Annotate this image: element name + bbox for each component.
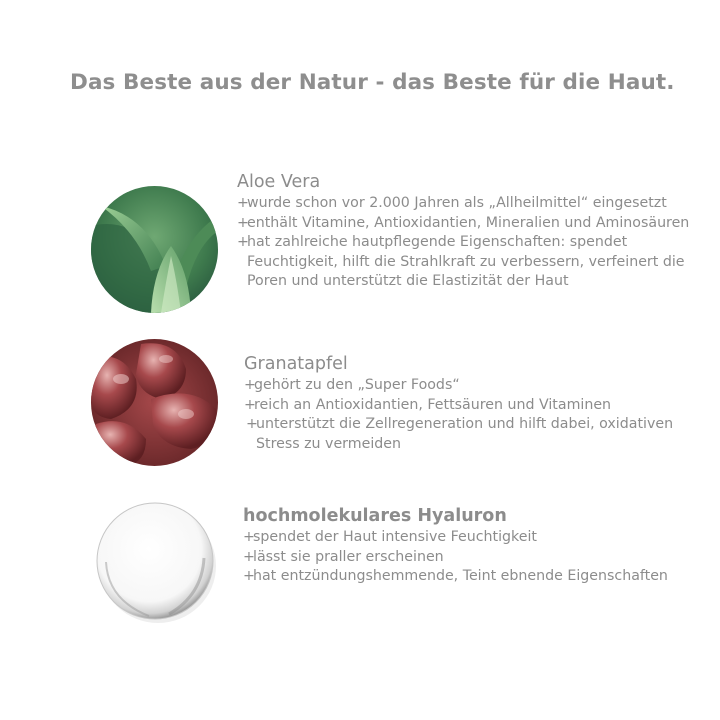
aloe-vera-image <box>91 186 218 313</box>
benefit-item: +reich an Antioxidantien, Fettsäuren und Vitaminen <box>244 396 684 416</box>
plus-icon: + <box>244 396 256 413</box>
benefit-item: +hat zahlreiche hautpflegende Eigenschaften: spendet Feuchtigkeit, hilft die Strahlkraft zu verbessern, verfeinert die Poren und unterstützt die Elastizität der Haut <box>237 234 685 290</box>
benefit-list <box>243 528 703 587</box>
benefit-item: +hat entzündungshemmende, Teint ebnende Eigenschaften <box>243 567 703 587</box>
plus-icon: + <box>237 234 249 251</box>
ingredient-title: Aloe Vera <box>237 172 321 192</box>
plus-icon: + <box>246 416 258 433</box>
ingredient-title: hochmolekulares Hyaluron <box>243 506 507 526</box>
plus-icon: + <box>237 214 249 231</box>
plus-icon: + <box>243 568 255 585</box>
benefit-list <box>244 376 684 454</box>
benefit-item: +enthält Vitamine, Antioxidantien, Mineralien und Aminosäuren <box>237 214 707 234</box>
ingredient-title: Granatapfel <box>244 354 348 374</box>
plus-icon: + <box>243 529 255 545</box>
plus-icon: + <box>237 195 249 211</box>
benefit-item: +gehört zu den „Super Foods“ <box>244 376 684 396</box>
plus-icon: + <box>243 548 255 565</box>
benefit-item: +wurde schon vor 2.000 Jahren als „Allheilmittel“ eingesetzt <box>237 194 707 214</box>
page-headline: Das Beste aus der Natur - das Beste für die Haut. <box>70 70 675 95</box>
benefit-item: +spendet der Haut intensive Feuchtigkeit <box>243 528 703 548</box>
benefit-item: +lässt sie praller erscheinen <box>243 548 703 568</box>
hyaluron-drop-image <box>94 500 216 622</box>
benefit-item: +unterstützt die Zellregeneration und hilft dabei, oxidativen Stress zu vermeiden <box>246 416 674 452</box>
pomegranate-image <box>91 339 218 466</box>
plus-icon: + <box>244 377 256 393</box>
benefit-list <box>237 194 707 292</box>
